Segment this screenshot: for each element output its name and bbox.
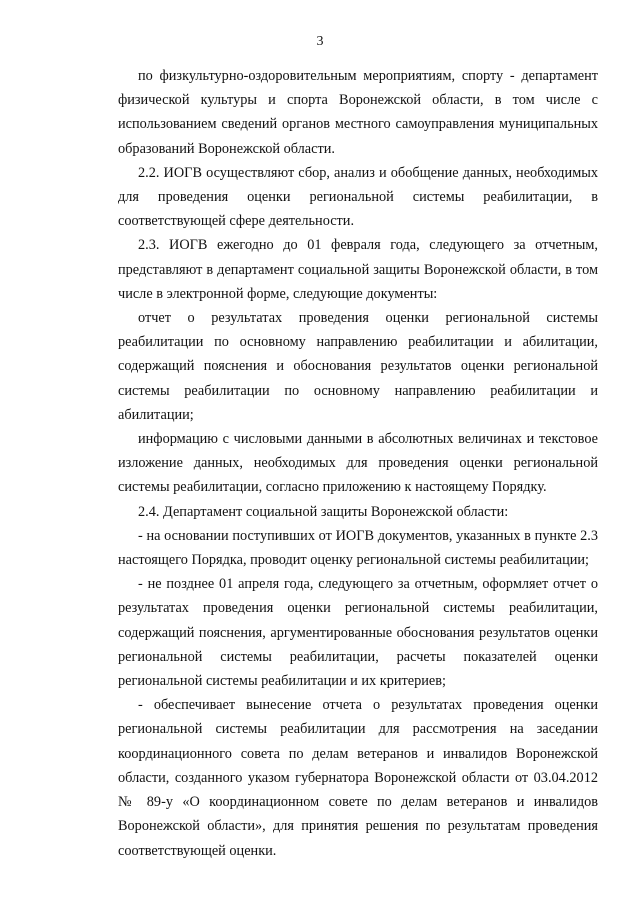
paragraph-bullet-1: - на основании поступивших от ИОГВ документов, указанных в пункте 2.3 настоящего Порядка, проводит оценку региональной системы реабилитации;	[118, 527, 598, 569]
paragraph: по физкультурно-оздоровительным мероприятиям, спорту - департамент физической культуры и спорта Воронежской области, в том числе с использованием сведений органов местного самоуправления муниципальных образований Воронежской области.	[118, 68, 598, 157]
page-number: 3	[316, 34, 324, 49]
paragraph-bullet-3: - обеспечивает вынесение отчета о результатах проведения оценки региональной системы реабилитации для рассмотрения на заседании координационного совета по делам ветеранов и инвалидов Воронежской области, созданного указом губернатора Воронежской области от 03.04.2012 № 89-у «О координационном совете по делам ветеранов и инвалидов Воронежской области», для принятия решения по результатам проведения соответствующей оценки.	[118, 697, 598, 859]
document-body	[118, 64, 598, 863]
paragraph-2-2: 2.2. ИОГВ осуществляют сбор, анализ и обобщение данных, необходимых для проведения оценки региональной системы реабилитации, в соответствующей сфере деятельности.	[118, 164, 598, 230]
paragraph-bullet-2: - не позднее 01 апреля года, следующего за отчетным, оформляет отчет о результатах проведения оценки региональной системы реабилитации, содержащий пояснения, аргументированные обоснования результатов оценки региональной системы реабилитации, расчеты показателей оценки региональной системы реабилитации и их критериев;	[118, 576, 598, 690]
paragraph-2-4: 2.4. Департамент социальной защиты Воронежской области:	[138, 503, 509, 520]
paragraph-2-3: 2.3. ИОГВ ежегодно до 01 февраля года, следующего за отчетным, представляют в департамент социальной защиты Воронежской области, в том числе в электронной форме, следующие документы:	[118, 237, 598, 302]
paragraph-info-item: информацию с числовыми данными в абсолютных величинах и текстовое изложение данных, необходимых для проведения оценки региональной системы реабилитации, согласно приложению к настоящему Порядку.	[118, 431, 598, 496]
paragraph-report-item: отчет о результатах проведения оценки региональной системы реабилитации по основному направлению реабилитации и абилитации, содержащий пояснения и обоснования результатов оценки региональной системы реабилитации по основному направлению реабилитации и абилитации;	[118, 310, 598, 423]
